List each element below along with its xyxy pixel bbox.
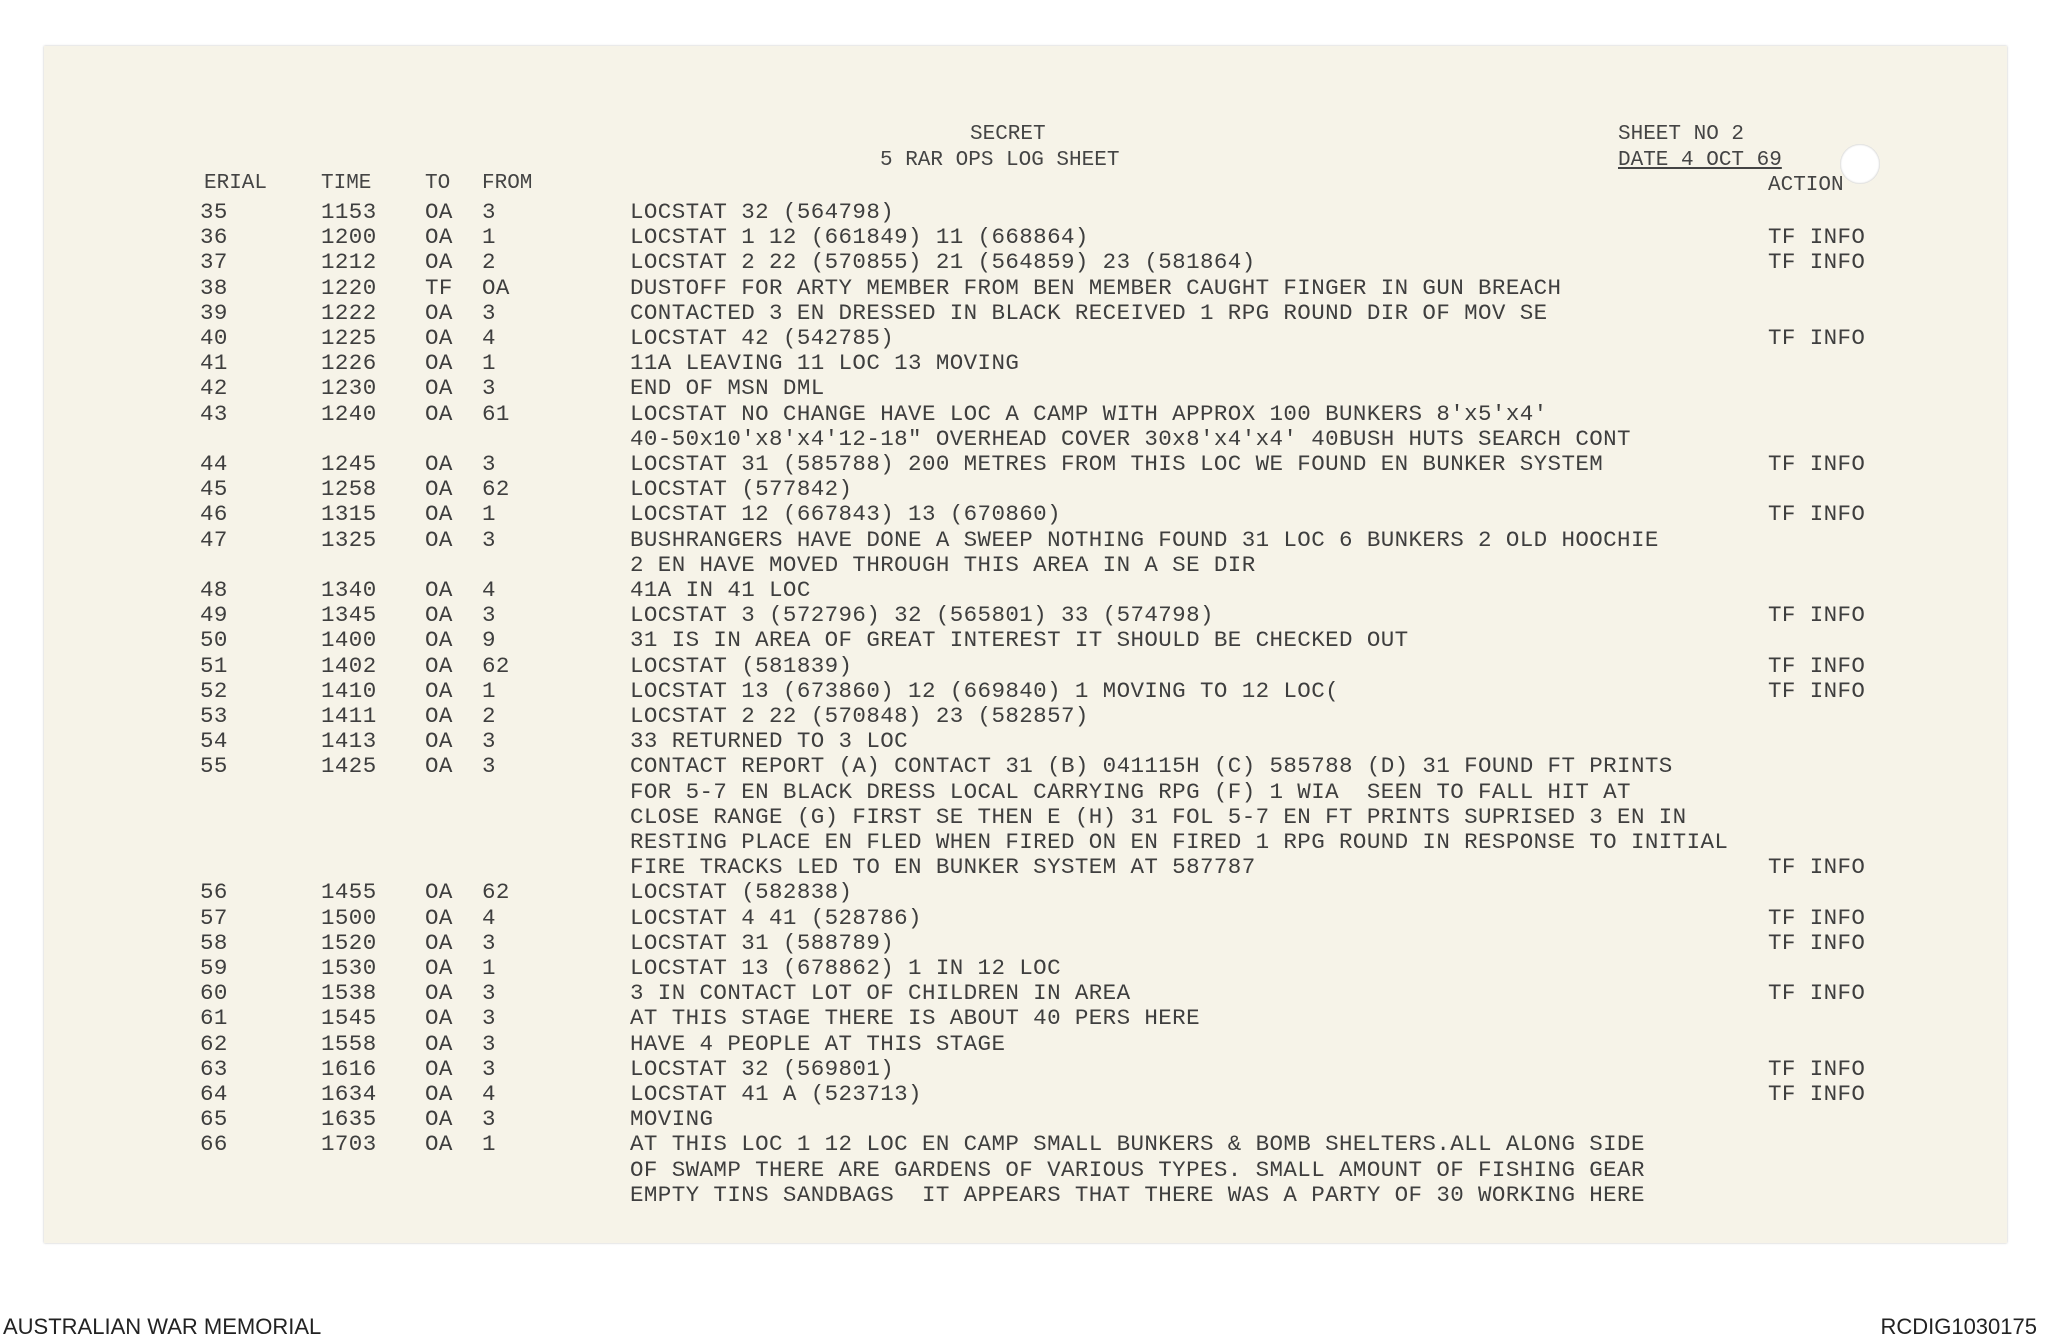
entry-message-line: LOCSTAT 13 (673860) 12 (669840) 1 MOVING TO 12 LOC( [630, 677, 1340, 704]
entry-message-line: 11A LEAVING 11 LOC 13 MOVING [630, 350, 1020, 377]
entry-from: 4 [482, 904, 496, 931]
entry-serial: 42 [200, 375, 228, 402]
entry-to: OA [425, 1005, 453, 1032]
sheet-number: SHEET NO 2 [1618, 123, 1745, 146]
archive-name: AUSTRALIAN WAR MEMORIAL [3, 1314, 322, 1339]
entry-from: 61 [482, 400, 510, 427]
entry-to: OA [425, 526, 453, 553]
entry-to: OA [425, 299, 453, 326]
entry-to: TF [425, 274, 453, 301]
entry-time: 1153 [321, 199, 377, 225]
entry-message-line: MOVING [630, 1106, 714, 1133]
entry-serial: 61 [200, 1005, 228, 1032]
entry-time: 1455 [321, 879, 377, 906]
entry-from: 62 [482, 879, 510, 906]
entry-serial: 40 [200, 325, 228, 351]
entry-to: OA [425, 199, 453, 225]
entry-message-line: 2 EN HAVE MOVED THROUGH THIS AREA IN A SE DIR [630, 551, 1256, 578]
entry-time: 1520 [321, 929, 377, 956]
entry-message-line: LOCSTAT 32 (564798) [630, 199, 895, 225]
entry-from: 4 [482, 577, 496, 603]
entry-message-line: HAVE 4 PEOPLE AT THIS STAGE [630, 1030, 1006, 1057]
entry-action: TF INFO [1768, 677, 1866, 704]
entry-serial: 66 [200, 1131, 228, 1158]
entry-action: TF INFO [1768, 501, 1866, 528]
entry-serial: 65 [200, 1106, 228, 1133]
entry-to: OA [425, 375, 453, 402]
column-header-to: TO [425, 172, 451, 195]
entry-message-line: CLOSE RANGE (G) FIRST SE THEN E (H) 31 FOL 5-7 EN FT PRINTS SUPRISED 3 EN IN [630, 803, 1687, 830]
entry-serial: 51 [200, 652, 228, 679]
entry-serial: 38 [200, 274, 228, 301]
entry-serial: 60 [200, 980, 228, 1007]
entry-to: OA [425, 325, 453, 351]
entry-time: 1226 [321, 350, 377, 377]
entry-serial: 39 [200, 299, 228, 326]
entry-to: OA [425, 602, 453, 629]
entry-time: 1500 [321, 904, 377, 931]
entry-time: 1220 [321, 274, 377, 301]
entry-from: 3 [482, 1055, 496, 1082]
entry-from: 3 [482, 753, 496, 780]
entry-to: OA [425, 1055, 453, 1082]
entry-message-line: LOCSTAT 42 (542785) [630, 325, 895, 351]
entry-time: 1240 [321, 400, 377, 427]
entry-time: 1200 [321, 224, 377, 251]
entry-time: 1222 [321, 299, 377, 326]
entry-time: 1703 [321, 1131, 377, 1158]
entry-serial: 45 [200, 476, 228, 503]
entry-message-line: 41A IN 41 LOC [630, 577, 811, 603]
entry-time: 1325 [321, 526, 377, 553]
archive-reference: RCDIG1030175 [1880, 1314, 2037, 1339]
entry-to: OA [425, 1081, 453, 1107]
entry-time: 1538 [321, 980, 377, 1007]
entry-time: 1245 [321, 451, 377, 477]
entry-to: OA [425, 703, 453, 729]
entry-from: 2 [482, 249, 496, 276]
entry-action: TF INFO [1768, 904, 1866, 931]
entry-serial: 44 [200, 451, 228, 477]
entry-time: 1225 [321, 325, 377, 351]
entry-message-line: 33 RETURNED TO 3 LOC [630, 728, 909, 755]
entry-time: 1345 [321, 602, 377, 629]
entry-from: 2 [482, 703, 496, 729]
entry-serial: 43 [200, 400, 228, 427]
entry-to: OA [425, 904, 453, 931]
entry-action: TF INFO [1768, 602, 1866, 629]
entry-from: 3 [482, 299, 496, 326]
entry-action: TF INFO [1768, 652, 1866, 679]
entry-from: 3 [482, 728, 496, 755]
entry-serial: 50 [200, 627, 228, 654]
punch-hole [1840, 144, 1880, 184]
entry-to: OA [425, 350, 453, 377]
entry-to: OA [425, 627, 453, 654]
entry-message-line: FIRE TRACKS LED TO EN BUNKER SYSTEM AT 587787 [630, 854, 1256, 881]
entry-serial: 55 [200, 753, 228, 780]
entry-message-line: LOCSTAT 32 (569801) [630, 1055, 895, 1082]
entry-message-line: LOCSTAT 2 22 (570855) 21 (564859) 23 (581864) [630, 249, 1256, 276]
entry-time: 1634 [321, 1081, 377, 1107]
entry-from: 1 [482, 1131, 496, 1158]
entry-to: OA [425, 728, 453, 755]
entry-from: 1 [482, 350, 496, 377]
entry-from: 3 [482, 929, 496, 956]
entry-serial: 48 [200, 577, 228, 603]
entry-time: 1212 [321, 249, 377, 276]
entry-time: 1558 [321, 1030, 377, 1057]
entry-message-line: LOCSTAT 41 A (523713) [630, 1081, 922, 1107]
entry-time: 1635 [321, 1106, 377, 1133]
column-header-time: TIME [321, 172, 372, 195]
entry-serial: 64 [200, 1081, 228, 1107]
entry-from: 1 [482, 501, 496, 528]
entry-from: 1 [482, 677, 496, 704]
entry-action: TF INFO [1768, 249, 1866, 276]
entry-from: 62 [482, 652, 510, 679]
entry-message-line: LOCSTAT (582838) [630, 879, 853, 906]
entry-message-line: LOCSTAT NO CHANGE HAVE LOC A CAMP WITH APPROX 100 BUNKERS 8'x5'x4' [630, 400, 1548, 427]
entry-message-line: LOCSTAT 4 41 (528786) [630, 904, 922, 931]
entry-message-line: LOCSTAT 13 (678862) 1 IN 12 LOC [630, 955, 1061, 981]
entry-serial: 36 [200, 224, 228, 251]
classification-heading: SECRET [970, 123, 1046, 146]
entry-time: 1230 [321, 375, 377, 402]
entry-from: 3 [482, 1106, 496, 1133]
entry-to: OA [425, 879, 453, 906]
entry-from: 1 [482, 224, 496, 251]
column-header-action: ACTION [1768, 174, 1844, 197]
entry-serial: 46 [200, 501, 228, 528]
entry-serial: 35 [200, 199, 228, 225]
entry-message-line: LOCSTAT 12 (667843) 13 (670860) [630, 501, 1061, 528]
entry-message-line: END OF MSN DML [630, 375, 825, 402]
entry-action: TF INFO [1768, 451, 1866, 477]
entry-time: 1402 [321, 652, 377, 679]
entry-message-line: EMPTY TINS SANDBAGS IT APPEARS THAT THERE WAS A PARTY OF 30 WORKING HERE [630, 1181, 1645, 1208]
entry-message-line: 3 IN CONTACT LOT OF CHILDREN IN AREA [630, 980, 1131, 1007]
entry-from: 62 [482, 476, 510, 503]
entry-from: 3 [482, 1005, 496, 1032]
entry-to: OA [425, 501, 453, 528]
entry-message-line: BUSHRANGERS HAVE DONE A SWEEP NOTHING FOUND 31 LOC 6 BUNKERS 2 OLD HOOCHIE [630, 526, 1659, 553]
entry-serial: 41 [200, 350, 228, 377]
entry-time: 1315 [321, 501, 377, 528]
entry-action: TF INFO [1768, 980, 1866, 1007]
entry-serial: 62 [200, 1030, 228, 1057]
entry-to: OA [425, 451, 453, 477]
entry-to: OA [425, 1106, 453, 1133]
entry-from: 3 [482, 451, 496, 477]
entry-message-line: FOR 5-7 EN BLACK DRESS LOCAL CARRYING RPG (F) 1 WIA SEEN TO FALL HIT AT [630, 778, 1631, 805]
entry-serial: 56 [200, 879, 228, 906]
entry-serial: 47 [200, 526, 228, 553]
entry-action: TF INFO [1768, 224, 1866, 251]
entry-action: TF INFO [1768, 929, 1866, 956]
entry-to: OA [425, 753, 453, 780]
entry-time: 1400 [321, 627, 377, 654]
entry-time: 1545 [321, 1005, 377, 1032]
entry-time: 1425 [321, 753, 377, 780]
entry-serial: 59 [200, 955, 228, 981]
entry-message-line: AT THIS LOC 1 12 LOC EN CAMP SMALL BUNKERS & BOMB SHELTERS.ALL ALONG SIDE [630, 1131, 1645, 1158]
entry-message-line: LOCSTAT 31 (588789) [630, 929, 895, 956]
entry-serial: 37 [200, 249, 228, 276]
entry-message-line: DUSTOFF FOR ARTY MEMBER FROM BEN MEMBER CAUGHT FINGER IN GUN BREACH [630, 274, 1562, 301]
log-sheet-paper [44, 46, 2007, 1243]
entry-message-line: LOCSTAT (577842) [630, 476, 853, 503]
entry-action: TF INFO [1768, 1055, 1866, 1082]
entry-from: 3 [482, 375, 496, 402]
entry-serial: 57 [200, 904, 228, 931]
entry-to: OA [425, 652, 453, 679]
entry-serial: 49 [200, 602, 228, 629]
entry-message-line: RESTING PLACE EN FLED WHEN FIRED ON EN FIRED 1 RPG ROUND IN RESPONSE TO INITIAL [630, 829, 1729, 855]
entry-time: 1530 [321, 955, 377, 981]
entry-message-line: 40-50x10'x8'x4'12-18" OVERHEAD COVER 30x8'x4'x4' 40BUSH HUTS SEARCH CONT [630, 425, 1631, 452]
entry-from: 9 [482, 627, 496, 654]
entry-from: 3 [482, 602, 496, 629]
entry-time: 1411 [321, 703, 377, 729]
entry-time: 1413 [321, 728, 377, 755]
entry-action: TF INFO [1768, 1081, 1866, 1107]
entry-to: OA [425, 1030, 453, 1057]
entry-from: 3 [482, 526, 496, 553]
archive-footer [0, 1308, 2047, 1342]
entry-from: OA [482, 274, 510, 301]
entry-from: 3 [482, 199, 496, 225]
entry-message-line: CONTACT REPORT (A) CONTACT 31 (B) 041115H (C) 585788 (D) 31 FOUND FT PRINTS [630, 753, 1673, 780]
entry-message-line: LOCSTAT 3 (572796) 32 (565801) 33 (574798) [630, 602, 1214, 629]
entry-to: OA [425, 249, 453, 276]
entry-time: 1616 [321, 1055, 377, 1082]
entry-serial: 63 [200, 1055, 228, 1082]
entry-to: OA [425, 400, 453, 427]
entry-serial: 58 [200, 929, 228, 956]
entry-serial: 52 [200, 677, 228, 704]
entry-from: 1 [482, 955, 496, 981]
document-title: 5 RAR OPS LOG SHEET [880, 149, 1120, 172]
entry-to: OA [425, 955, 453, 981]
column-header-from: FROM [482, 172, 533, 195]
entry-from: 4 [482, 325, 496, 351]
entry-to: OA [425, 677, 453, 704]
entry-serial: 54 [200, 728, 228, 755]
entry-to: OA [425, 577, 453, 603]
entry-to: OA [425, 1131, 453, 1158]
entry-message-line: CONTACTED 3 EN DRESSED IN BLACK RECEIVED 1 RPG ROUND DIR OF MOV SE [630, 299, 1548, 326]
entry-message-line: LOCSTAT 31 (585788) 200 METRES FROM THIS LOC WE FOUND EN BUNKER SYSTEM [630, 451, 1604, 477]
entry-serial: 53 [200, 703, 228, 729]
entry-to: OA [425, 224, 453, 251]
entry-message-line: AT THIS STAGE THERE IS ABOUT 40 PERS HERE [630, 1005, 1200, 1032]
entry-to: OA [425, 980, 453, 1007]
entry-time: 1340 [321, 577, 377, 603]
column-header-serial: ERIAL [204, 172, 268, 195]
entry-from: 4 [482, 1081, 496, 1107]
entry-action: TF INFO [1768, 325, 1866, 351]
entry-to: OA [425, 929, 453, 956]
entry-from: 3 [482, 980, 496, 1007]
entry-time: 1410 [321, 677, 377, 704]
entry-message-line: OF SWAMP THERE ARE GARDENS OF VARIOUS TYPES. SMALL AMOUNT OF FISHING GEAR [630, 1156, 1645, 1183]
entry-message-line: 31 IS IN AREA OF GREAT INTEREST IT SHOULD BE CHECKED OUT [630, 627, 1409, 654]
entry-to: OA [425, 476, 453, 503]
entry-action: TF INFO [1768, 854, 1866, 881]
entry-message-line: LOCSTAT 2 22 (570848) 23 (582857) [630, 703, 1089, 729]
entry-from: 3 [482, 1030, 496, 1057]
entry-message-line: LOCSTAT (581839) [630, 652, 853, 679]
entry-time: 1258 [321, 476, 377, 503]
sheet-date: DATE 4 OCT 69 [1618, 149, 1782, 172]
entry-message-line: LOCSTAT 1 12 (661849) 11 (668864) [630, 224, 1089, 251]
